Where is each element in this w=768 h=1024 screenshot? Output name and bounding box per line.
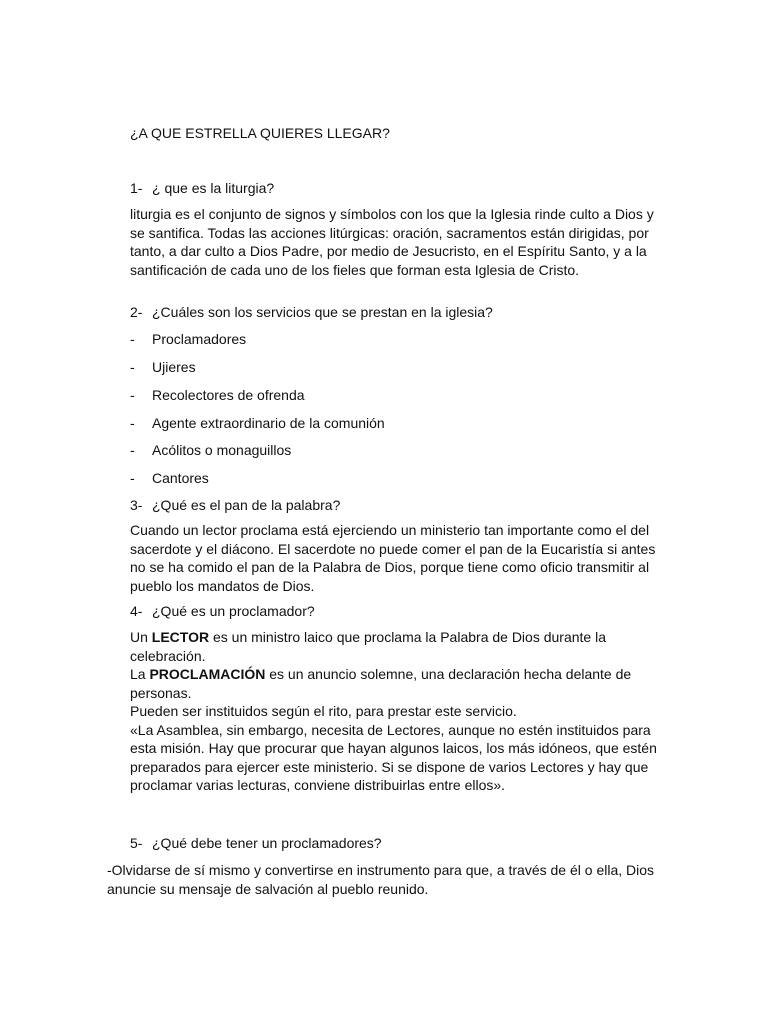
question-text: ¿ que es la liturgia?: [152, 180, 275, 196]
question-text: ¿Qué debe tener un proclamadores?: [152, 835, 382, 851]
question-4: [130, 602, 315, 621]
bullet-dash: -: [130, 331, 135, 347]
question-number: 1-: [130, 180, 143, 196]
list-item-label: Proclamadores: [152, 331, 247, 347]
answer-4-line-3: Pueden ser instituidos según el rito, para prestar este servicio.: [130, 703, 517, 719]
question-text: ¿Cuáles son los servicios que se prestan en la iglesia?: [152, 304, 493, 320]
list-item-label: Ujieres: [152, 359, 196, 375]
question-3: [130, 496, 340, 515]
bullet-dash: -: [130, 470, 135, 486]
bullet-dash: -: [130, 387, 135, 403]
answer-5: -Olvidarse de sí mismo y convertirse en instrumento para que, a través de él o ella, Dios anuncie su mensaje de salvación al pueblo reunido.: [107, 862, 655, 897]
list-item-label: Acólitos o monaguillos: [152, 442, 292, 458]
list-item: [130, 469, 209, 488]
list-item: [130, 441, 291, 460]
answer-4-line-1: Un LECTOR es un ministro laico que proclama la Palabra de Dios durante la celebración.: [130, 629, 606, 664]
question-1: [130, 179, 274, 198]
question-number: 3-: [130, 497, 143, 513]
bullet-dash: -: [130, 359, 135, 375]
bullet-dash: -: [130, 442, 135, 458]
answer-4: [130, 628, 660, 795]
answer-3: Cuando un lector proclama está ejerciendo un ministerio tan importante como el del sacerdote y el diácono. El sacerdote no puede comer el pan de la Eucaristía si antes no se ha comido el pan de la Palabra de Dios, porque tiene como oficio transmitir al pueblo los mandatos de Dios.: [130, 522, 656, 594]
question-2: [130, 303, 493, 322]
list-item-label: Recolectores de ofrenda: [152, 387, 305, 403]
list-item-label: Agente extraordinario de la comunión: [152, 415, 385, 431]
question-text: ¿Qué es un proclamador?: [152, 603, 315, 619]
question-number: 5-: [130, 835, 143, 851]
answer-4-quote: «La Asamblea, sin embargo, necesita de Lectores, aunque no estén instituidos para esta misión. Hay que procurar que hayan algunos laicos, los más idóneos, que estén preparados para ejercer este ministerio. Si se dispone de varios Lectores y hay que proclamar varias lecturas, conviene distribuirlas entre ellos».: [130, 721, 657, 793]
list-item-label: Cantores: [152, 470, 209, 486]
list-item: [130, 386, 305, 405]
term-lector: LECTOR: [151, 629, 210, 645]
list-item: [130, 414, 385, 433]
answer-4-line-2: La PROCLAMACIÓN es un anuncio solemne, una declaración hecha delante de personas.: [130, 666, 632, 701]
question-number: 2-: [130, 304, 143, 320]
answer-1: liturgia es el conjunto de signos y símbolos con los que la Iglesia rinde culto a Dios y se santifica. Todas las acciones litúrgicas: oración, sacramentos están dirigidas, por tanto, a dar culto a Dios Padre, por medio de Jesucristo, en el Espíritu Santo, y a la santificación de cada uno de los fieles que forman esta Iglesia de Cristo.: [130, 206, 654, 278]
bullet-dash: -: [130, 415, 135, 431]
list-item: [130, 358, 196, 377]
question-number: 4-: [130, 603, 143, 619]
list-item: [130, 330, 246, 349]
term-proclamacion: PROCLAMACIÓN: [149, 666, 266, 682]
document-title: ¿A QUE ESTRELLA QUIERES LLEGAR?: [130, 125, 390, 141]
question-5: [130, 834, 382, 853]
question-text: ¿Qué es el pan de la palabra?: [152, 497, 341, 513]
